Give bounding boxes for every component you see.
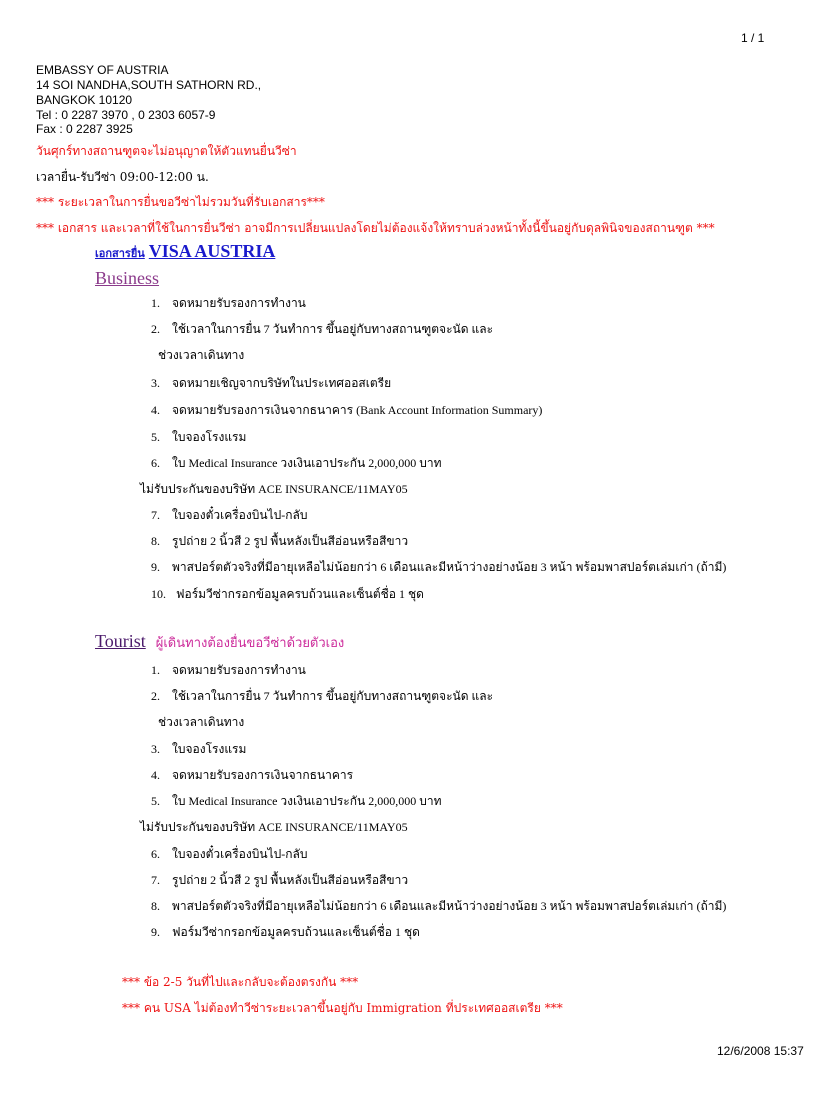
list-item [151,661,306,680]
page-number: 1 / 1 [741,31,765,45]
item-number: 5. [151,794,160,808]
item-text: ฟอร์มวีซ่ากรอกข้อมูลครบถ้วนและเซ็นต์ชื่อ 1 ชุด [172,925,420,939]
item-text: ช่วงเวลาเดินทาง [158,348,245,362]
list-item [151,532,408,551]
item-text: จดหมายรับรองการทำงาน [172,663,306,677]
print-timestamp: 12/6/2008 15:37 [717,1044,804,1058]
item-number: 7. [151,873,160,887]
item-number: 2. [151,689,160,703]
item-text: พาสปอร์ตตัวจริงที่มีอายุเหลือไม่น้อยกว่า 6 เดือนและมีหน้าว่างอย่างน้อย 3 หน้า พร้อมพาสปอร์ตเล่มเก่า (ถ้ามี) [172,560,727,574]
documents-change-notice: *** เอกสาร และเวลาที่ใช้ในการยื่นวีซ่า อาจมีการเปลี่ยนแปลงโดยไม่ต้องแจ้งให้ทราบล่วงหน้าทั้งนี้ขึ้นอยู่กับดุลพินิจของสถานฑูต *** [36,221,715,235]
friday-notice: วันศุกร์ทางสถานฑูตจะไม่อนุญาตให้ตัวแทนยื่นวีซ่า [36,144,297,158]
item-text: ใบ Medical Insurance วงเงินเอาประกัน 2,000,000 บาท [172,456,442,470]
office-hours: เวลายื่น-รับวีซ่า 09:00-12:00 น. [36,170,209,184]
item-text: ใบ Medical Insurance วงเงินเอาประกัน 2,000,000 บาท [172,794,442,808]
item-number: 9. [151,560,160,574]
list-item [151,792,441,811]
list-item [140,480,408,499]
item-number: 8. [151,534,160,548]
list-item [151,871,408,890]
item-text: จดหมายรับรองการเงินจากธนาคาร (Bank Account Information Summary) [172,403,543,417]
item-text: ใช้เวลาในการยื่น 7 วันทำการ ขึ้นอยู่กับทางสถานฑูตจะนัด และ [172,689,494,703]
list-item [158,713,244,732]
list-item [151,506,307,525]
item-number: 7. [151,508,160,522]
title-prefix: เอกสารยื่น [95,248,145,260]
item-text: ใบจองโรงแรม [172,430,247,444]
item-text: ไม่รับประกันของบริษัท ACE INSURANCE/11MAY05 [140,820,408,834]
list-item [151,845,307,864]
item-number: 2. [151,322,160,336]
item-number: 6. [151,847,160,861]
list-item [151,320,493,339]
list-item [140,818,408,837]
item-text: พาสปอร์ตตัวจริงที่มีอายุเหลือไม่น้อยกว่า 6 เดือนและมีหน้าว่างอย่างน้อย 3 หน้า พร้อมพาสปอร์ตเล่มเก่า (ถ้ามี) [172,899,727,913]
item-number: 4. [151,403,160,417]
item-number: 6. [151,456,160,470]
footnote-usa: *** คน USA ไม่ต้องทำวีซ่าระยะเวลาขึ้นอยู่กับ Immigration ที่ประเทศออสเตรีย *** [122,1001,563,1015]
item-number: 8. [151,899,160,913]
list-item [151,766,353,785]
list-item [151,558,726,577]
item-number: 1. [151,663,160,677]
list-item [151,401,542,420]
list-item [151,374,391,393]
list-item [151,454,441,473]
title-main: VISA AUSTRIA [148,241,276,261]
embassy-fax: Fax : 0 2287 3925 [36,122,133,136]
item-number: 5. [151,430,160,444]
tourist-section-note: ผู้เดินทางต้องยื่นขอวีซ่าด้วยตัวเอง [155,635,345,650]
list-item [151,687,493,706]
list-item [151,428,246,447]
item-text: จดหมายรับรองการเงินจากธนาคาร [172,768,354,782]
item-text: ฟอร์มวีซ่ากรอกข้อมูลครบถ้วนและเซ็นต์ชื่อ 1 ชุด [176,587,424,601]
item-text: รูปถ่าย 2 นิ้วสี 2 รูป พื้นหลังเป็นสีอ่อนหรือสีขาว [172,873,409,887]
list-item [158,346,244,365]
tourist-section-header [95,631,344,653]
item-text: จดหมายรับรองการทำงาน [172,296,306,310]
list-item [151,740,246,759]
item-text: ใบจองตั๋วเครื่องบินไป-กลับ [172,508,308,522]
item-text: ช่วงเวลาเดินทาง [158,715,245,729]
item-text: ใบจองตั๋วเครื่องบินไป-กลับ [172,847,308,861]
list-item [151,897,726,916]
page-title [95,241,275,262]
item-number: 1. [151,296,160,310]
item-text: ไม่รับประกันของบริษัท ACE INSURANCE/11MAY05 [140,482,408,496]
embassy-address-line2: BANGKOK 10120 [36,93,133,107]
item-number: 3. [151,742,160,756]
item-text: รูปถ่าย 2 นิ้วสี 2 รูป พื้นหลังเป็นสีอ่อนหรือสีขาว [172,534,409,548]
embassy-tel: Tel : 0 2287 3970 , 0 2303 6057-9 [36,108,216,122]
item-number: 9. [151,925,160,939]
item-number: 10. [151,587,166,601]
list-item [151,294,306,313]
embassy-name: EMBASSY OF AUSTRIA [36,63,169,77]
business-section-heading: Business [95,268,160,288]
embassy-address-line1: 14 SOI NANDHA,SOUTH SATHORN RD., [36,78,262,92]
list-item [151,585,424,604]
item-text: ใช้เวลาในการยื่น 7 วันทำการ ขึ้นอยู่กับทางสถานฑูตจะนัด และ [172,322,494,336]
footnote-dates: *** ข้อ 2-5 วันที่ไปและกลับจะต้องตรงกัน *** [122,975,359,989]
item-text: ใบจองโรงแรม [172,742,247,756]
item-text: จดหมายเชิญจากบริษัทในประเทศออสเตรีย [172,376,392,390]
list-item [151,923,420,942]
item-number: 4. [151,768,160,782]
item-number: 3. [151,376,160,390]
tourist-section-heading: Tourist [95,631,146,651]
duration-notice: *** ระยะเวลาในการยื่นขอวีซ่าไม่รวมวันที่รับเอกสาร*** [36,195,325,209]
